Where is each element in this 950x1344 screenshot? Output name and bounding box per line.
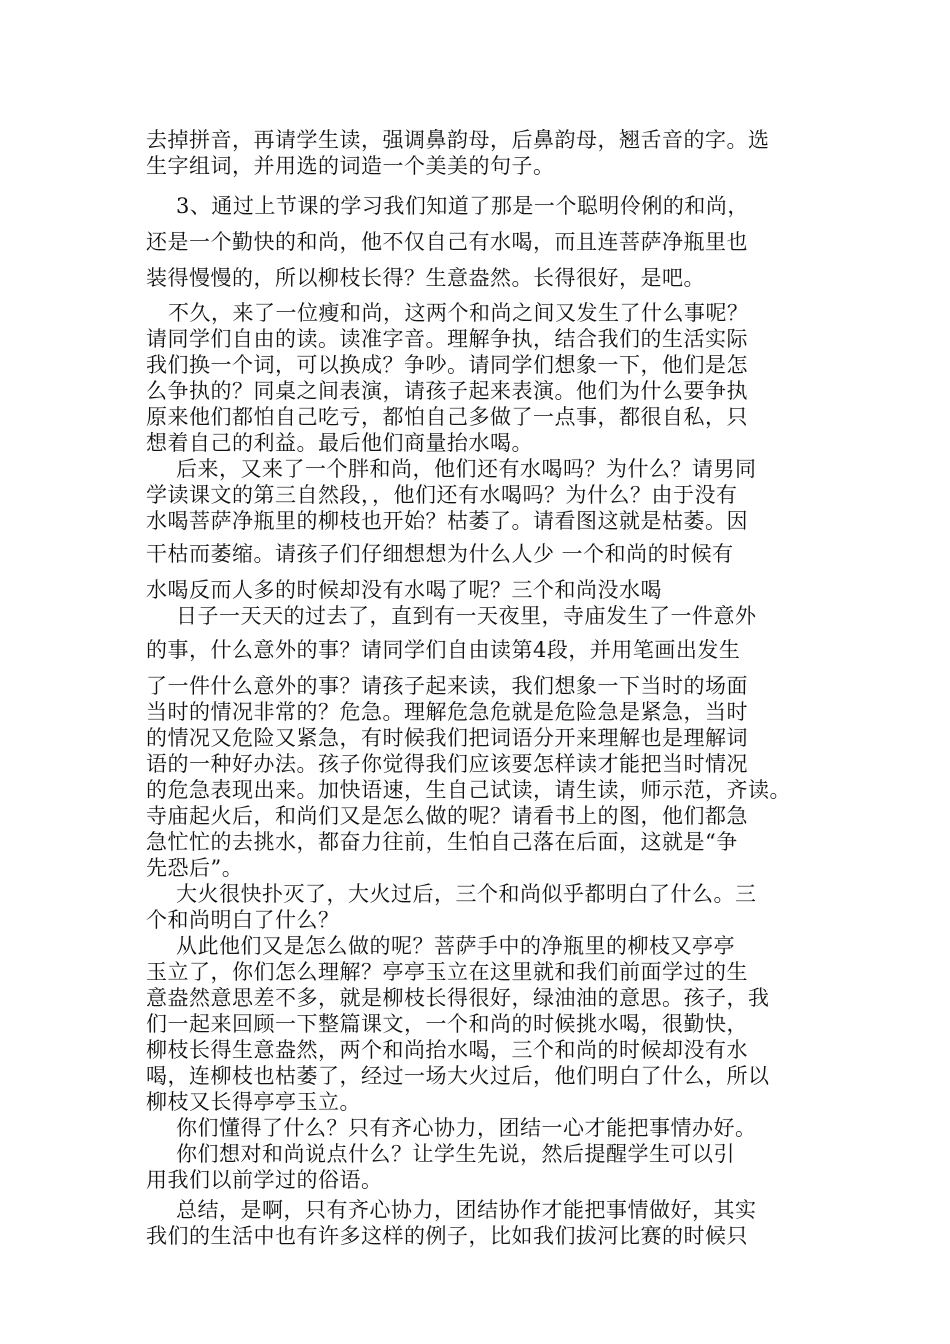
text-line: 个和尚明白了什么？ xyxy=(146,908,340,932)
text-line: 干枯而萎缩。请孩子们仔细想想为什么人少 一个和尚的时候有 xyxy=(146,542,734,566)
text-line: 生字组词，并用选的词造一个美美的句子。 xyxy=(146,154,555,178)
text-line: 装得慢慢的，所以柳枝长得？生意盎然。长得很好，是吧。 xyxy=(146,266,705,290)
text-line: 喝，连柳枝也枯萎了，经过一场大火过后，他们明白了什么，所以 xyxy=(146,1064,770,1088)
text-line: 去掉拼音，再请学生读，强调鼻韵母，后鼻韵母，翘舌音的字。选 xyxy=(146,128,770,152)
text-line: 玉立了，你们怎么理解？亭亭玉立在这里就和我们前面学过的生 xyxy=(146,960,748,984)
text-line: 不久，来了一位瘦和尚，这两个和尚之间又发生了什么事呢？ xyxy=(168,301,749,325)
text-line: 们一起来回顾一下整篇课文，一个和尚的时候挑水喝，很勤快， xyxy=(146,1012,748,1036)
text-line: 后来，又来了一个胖和尚，他们还有水喝吗？为什么？请男同 xyxy=(176,457,757,481)
text-line: 用我们以前学过的俗语。 xyxy=(146,1168,383,1192)
text-line: 柳枝又长得亭亭玉立。 xyxy=(146,1090,361,1114)
text-line: 请同学们自由的读。读准字音。理解争执，结合我们的生活实际 xyxy=(146,327,748,351)
text-line: 大火很快扑灭了，大火过后，三个和尚似乎都明白了什么。三 xyxy=(176,882,757,906)
text-line: 原来他们都怕自己吃亏，都怕自己多做了一点事，都很自私，只 xyxy=(146,405,748,429)
text-line: 3、通过上节课的学习我们知道了那是一个聪明伶俐的和尚， xyxy=(176,194,749,218)
text-line: 的事，什么意外的事？请同学们自由读第4段，并用笔画出发生 xyxy=(146,638,741,662)
text-line: 总结，是啊，只有齐心协力，团结协作才能把事情做好，其实 xyxy=(176,1198,757,1222)
text-line: 学读课文的第三自然段，，他们还有水喝吗？为什么？由于没有 xyxy=(146,483,738,507)
text-line: 的危急表现出来。加快语速，生自己试读，请生读，师示范，齐读。 xyxy=(146,778,791,802)
text-line: 你们想对和尚说点什么？让学生先说，然后提醒学生可以引 xyxy=(176,1142,735,1166)
text-line: 急忙忙的去挑水，都奋力往前，生怕自己落在后面，这就是“争 xyxy=(146,830,738,854)
text-line: 先恐后”。 xyxy=(146,856,244,880)
text-line: 你们懂得了什么？只有齐心协力，团结一心才能把事情办好。 xyxy=(176,1116,757,1140)
text-line: 还是一个勤快的和尚，他不仅自己有水喝，而且连菩萨净瓶里也 xyxy=(146,230,748,254)
text-line: 了一件什么意外的事？请孩子起来读，我们想象一下当时的场面 xyxy=(146,674,748,698)
text-line: 的情况又危险又紧急，有时候我们把词语分开来理解也是理解词 xyxy=(146,726,748,750)
text-line: 日子一天天的过去了，直到有一天夜里，寺庙发生了一件意外 xyxy=(176,604,757,628)
text-line: 意盎然意思差不多，就是柳枝长得很好，绿油油的意思。孩子，我 xyxy=(146,986,770,1010)
text-line: 想着自己的利益。最后他们商量抬水喝。 xyxy=(146,431,533,455)
text-line: 我们的生活中也有许多这样的例子，比如我们拔河比赛的时候只 xyxy=(146,1224,748,1248)
text-line: 水喝菩萨净瓶里的柳枝也开始？枯萎了。请看图这就是枯萎。因 xyxy=(146,509,748,533)
text-line: 语的一种好办法。孩子你觉得我们应该要怎样读才能把当时情况 xyxy=(146,752,748,776)
text-line: 寺庙起火后，和尚们又是怎么做的呢？请看书上的图，他们都急 xyxy=(146,804,748,828)
text-line: 水喝反而人多的时候却没有水喝了呢？三个和尚没水喝 xyxy=(146,578,662,602)
text-line: 从此他们又是怎么做的呢？菩萨手中的净瓶里的柳枝又亭亭 xyxy=(176,934,735,958)
text-line: 当时的情况非常的？危急。理解危急危就是危险急是紧急，当时 xyxy=(146,700,748,724)
text-line: 么争执的？同桌之间表演，请孩子起来表演。他们为什么要争执 xyxy=(146,379,748,403)
text-line: 我们换一个词，可以换成？争吵。请同学们想象一下，他们是怎 xyxy=(146,353,748,377)
text-line: 柳枝长得生意盎然，两个和尚抬水喝，三个和尚的时候却没有水 xyxy=(146,1038,748,1062)
